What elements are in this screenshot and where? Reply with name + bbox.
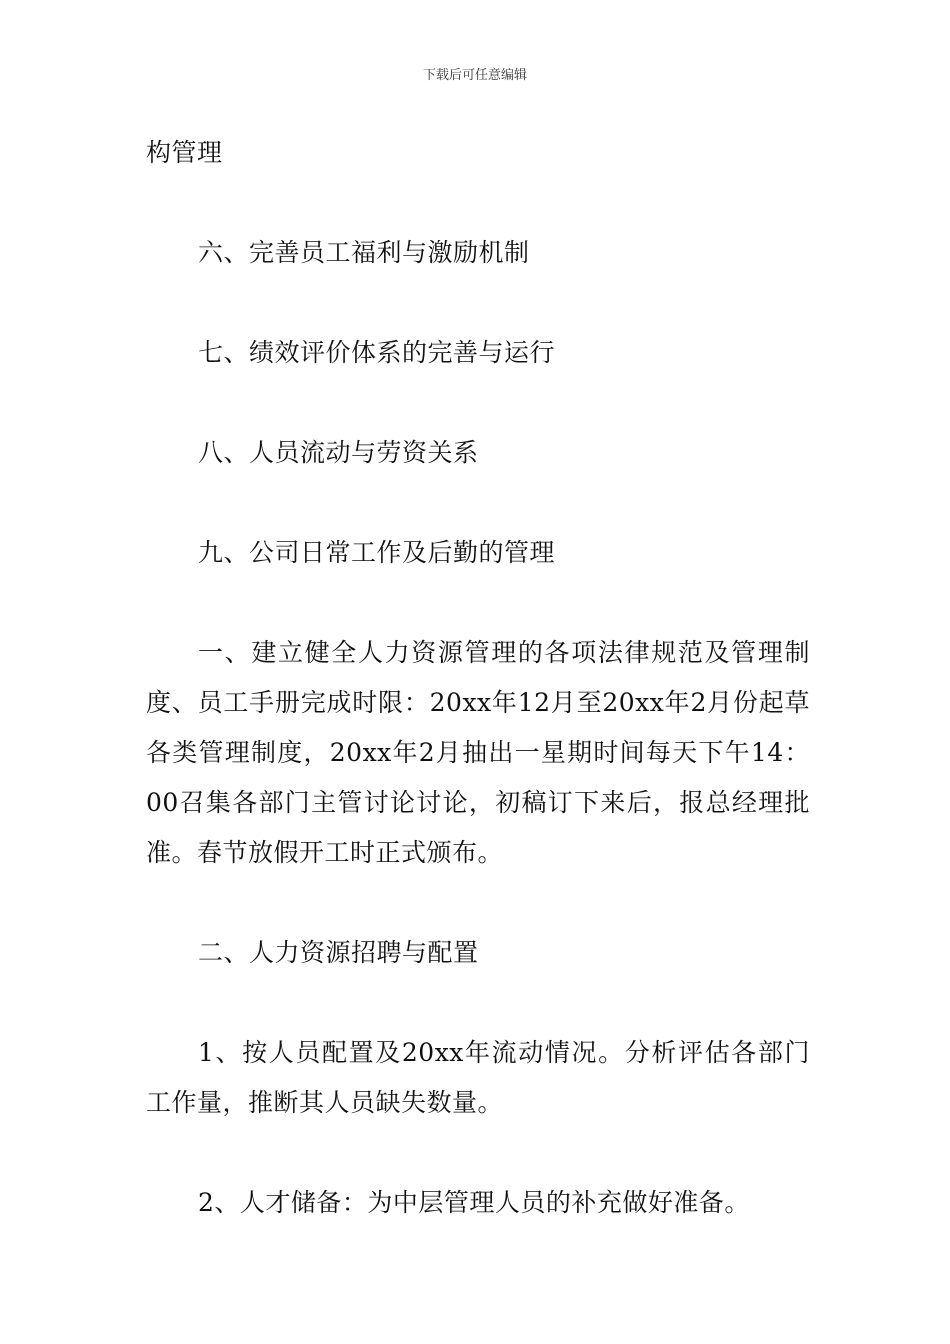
list-item-8: 八、人员流动与劳资关系 [198, 438, 479, 467]
list-item-9: 九、公司日常工作及后勤的管理 [198, 538, 556, 567]
paragraph-continuation: 构管理 [146, 138, 223, 167]
document-body [146, 128, 810, 1228]
section-2-item-1: 1、按人员配置及20xx年流动情况。分析评估各部门工作量，推断其人员缺失数量。 [146, 1038, 810, 1117]
section-2-item-2: 2、人才储备：为中层管理人员的补充做好准备。 [198, 1188, 750, 1217]
list-item-6: 六、完善员工福利与激励机制 [198, 238, 530, 267]
list-item-7: 七、绩效评价体系的完善与运行 [198, 338, 556, 367]
section-1-paragraph: 一、建立健全人力资源管理的各项法律规范及管理制度、员工手册完成时限：20xx年12月至20xx年2月份起草各类管理制度，20xx年2月抽出一星期时间每天下午14：00召集各部门主管讨论讨论，初稿订下来后，报总经理批准。春节放假开工时正式颁布。 [146, 638, 810, 867]
section-2-heading: 二、人力资源招聘与配置 [198, 938, 479, 967]
header-note: 下载后可任意编辑 [422, 68, 527, 83]
